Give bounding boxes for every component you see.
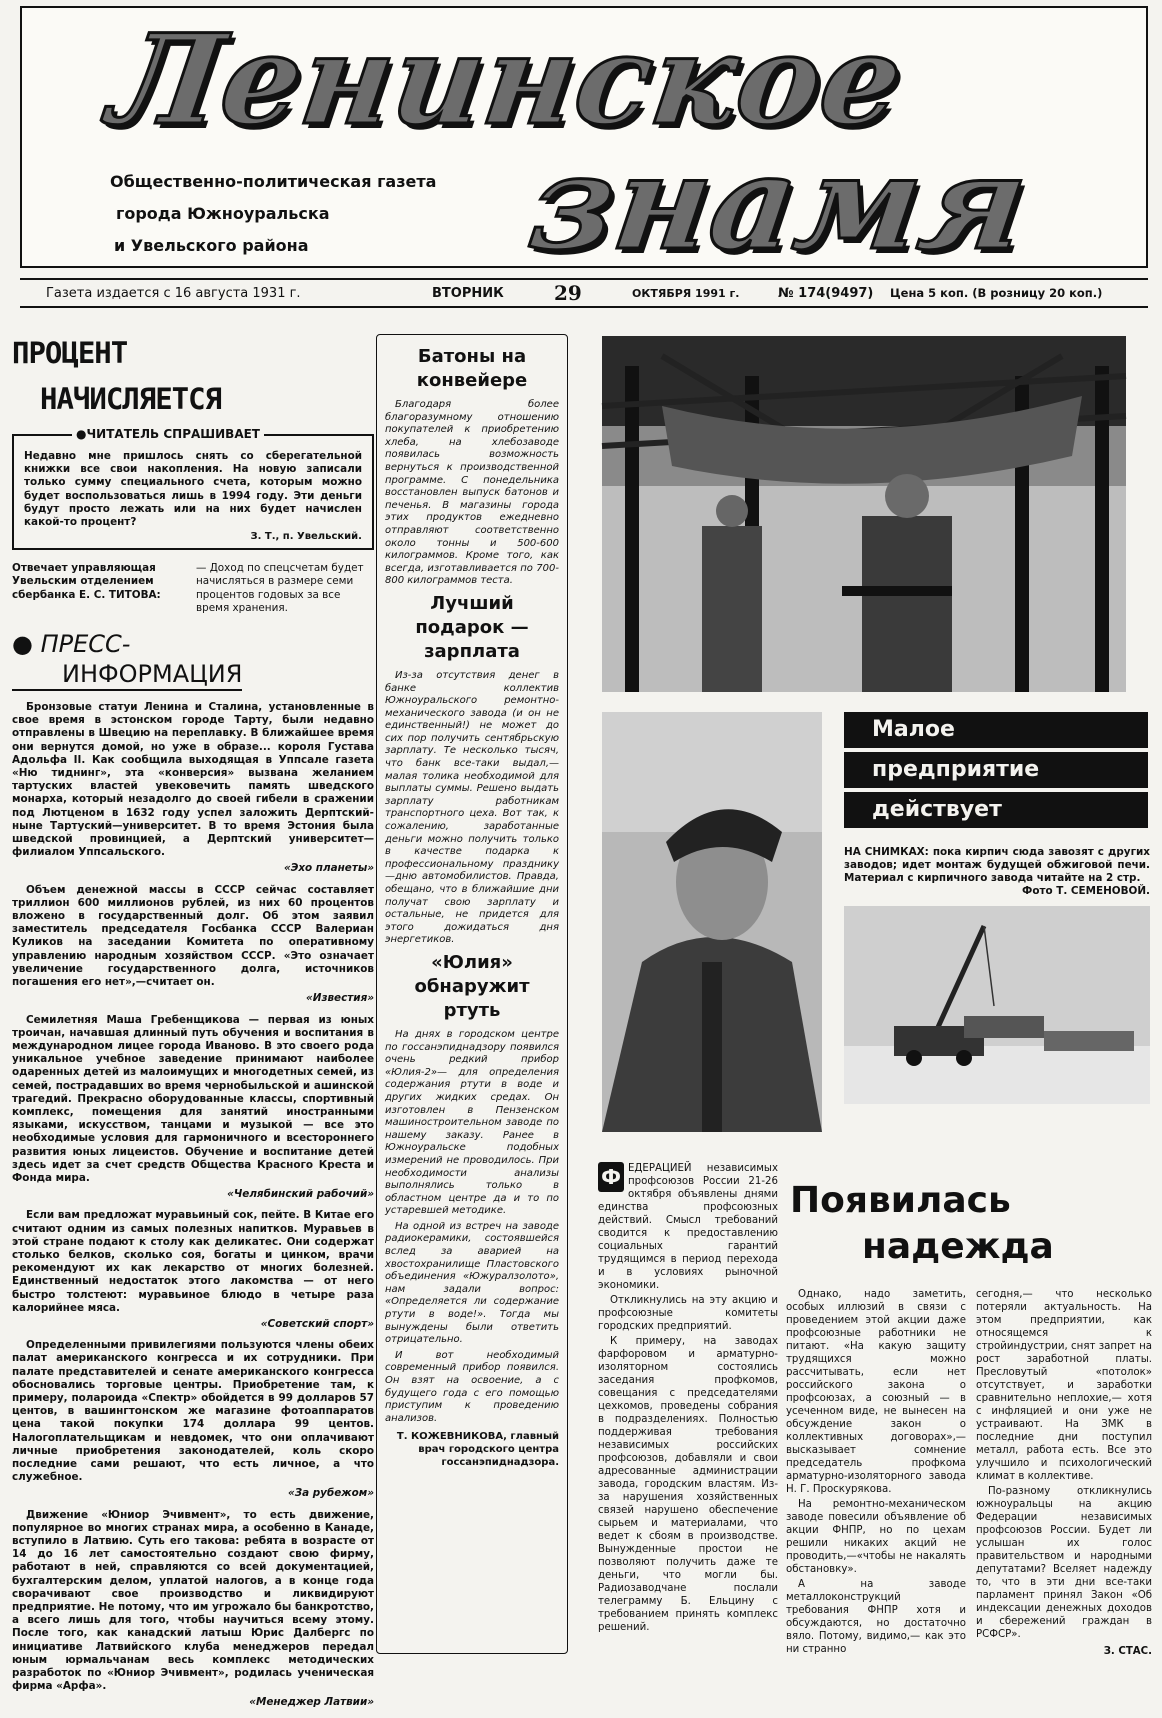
press-item: Семилетняя Маша Гребенщикова — первая из юных троичан, начавшая длинный путь обучения и воспитания в международном лицее города Иваново. В это своего рода уникальное учебное заведение принимают наиболее одаренных детей из малоимущих и многодетных семей, из семей, пострадавших во время чернобыльской и ашинской трагедий. Прекрасно оборудованные классы, спортивный комплекс, помещения для занятий иностранными языками, искусством, танцами и музыкой — все это необходимые условия для гармоничного и всестороннего развития юных лицеистов. Обучение и воспитание детей здесь идет за счет средств Общества Красного Креста и Фонда мира. — [12, 1013, 374, 1184]
article-column — [786, 1288, 966, 1658]
weekday: ВТОРНИК — [432, 285, 504, 301]
banner-line: действует — [844, 792, 1148, 828]
hope-headline — [790, 1178, 1054, 1270]
article-paragraph: Благодаря более благоразумному отношению покупателей к приобретению хлеба, на хлебозаводе появилась возможность вернуться к производственной программе. С понедельника восстановлен выпуск батонов и печенья. В магазины города этих продуктов ежедневно отправляют соответственно около тонны и 500-600 килограммов. Кроме того, как всегда, изготавливается по 700-800 килограммов теста. — [385, 399, 559, 587]
press-item: Движение «Юниор Эчивмент», то есть движение, популярное во многих странах мира, а особенно в Канаде, вступило в Латвию. Суть его такова: ребята в возрасте от 14 до 16 лет самостоятельно создают свою фирму, работают в ней, справляются со всей документацией, бухгалтерским делом, уплатой налогов, а в конце года сворачивают свое производство и ликвидируют предприятие. Не потому, что им угрожало бы банкротство, а всего лишь для того, чтобы научиться всему этому. После того, как канадский латыш Юрис Далбергс по инициативе Латвийского клуба менеджеров передал юным юрмальчанам весь комплекс методических разработок по «Юниор Эчивмент», родилась ученическая фирма «Арфа». — [12, 1508, 374, 1693]
article-text — [385, 1029, 559, 1425]
newspaper-title-line1: Ленинское — [101, 8, 912, 153]
small-business-banner — [844, 712, 1148, 832]
article-paragraph: сегодня,— что несколько потеряли актуальность. На этом предприятии, как относящемся к стройиндустрии, снят запрет на рост заработной платы. Пресловутый «потолок» отсутствует, и заработки сравнительно неплохие,— хотя с инфляцией и они уже не устраивают. На ЗМК в последние дни поступил металл, работа есть. Все это улучшило и психологический климат в коллективе. — [976, 1289, 1152, 1482]
article-column — [976, 1288, 1152, 1658]
article-paragraph: По-разному откликнулись южноуральцы на акцию Федерации независимых профсоюзов России. Будет ли услышан их голос правительством и народными депутатами? Вселяет надежду то, что в эти дни все-таки парламент принял Закон «Об индексации денежных доходов и сбережений граждан в РСФСР». — [976, 1486, 1152, 1640]
banner-line: предприятие — [844, 752, 1148, 788]
banner-line: Малое — [844, 712, 1148, 748]
article-paragraph: А на заводе металлоконструкций требования ФНПР хотя и обсуждаются, но достаточно вяло. Потому, видимо,— как это ни странно — [786, 1579, 966, 1655]
worker-portrait-photo — [602, 712, 822, 1132]
press-source: «Эхо планеты» — [283, 862, 374, 875]
boxed-news-column — [376, 334, 568, 1654]
tagline — [110, 166, 436, 262]
day-number: 29 — [554, 281, 582, 305]
article-column — [598, 1162, 778, 1636]
article-text — [385, 670, 559, 947]
tagline-line: и Увельского района — [114, 236, 309, 255]
crane-construction-photo — [844, 906, 1150, 1104]
procent-headline — [12, 330, 374, 422]
drop-cap: Ф — [598, 1162, 624, 1192]
press-source: «За рубежом» — [287, 1487, 374, 1500]
reader-question-box — [12, 427, 374, 550]
press-source: «Советский спорт» — [260, 1317, 374, 1330]
caption-text: НА СНИМКАХ: пока кирпич сюда завозят с других заводов; идет монтаж будущей обжиговой печи. Материал с кирпичного завода читайте на 2 стр. — [844, 846, 1150, 884]
headline-line: НАЧИСЛЯЕТСЯ — [40, 382, 222, 416]
headline-line: ИНФОРМАЦИЯ — [12, 659, 242, 691]
headline-line: надежда — [862, 1226, 1054, 1267]
press-item: Бронзовые статуи Ленина и Сталина, установленные в свое время в эстонском городе Тарту, были недавно отправлены в Швецию на переплавку. В ближайшее время они вернутся домой, но уже в образе... короля Густава Адольфа II. Как сообщила выходящая в Уппсале газета «Ню тиднинг», эта «конверсия» вызвана желанием тартуских властей увековечить память шведского монарха, который незадолго до своей гибели в сражении под Лютценом в 1632 году успел заложить Дерптский-ныне Тартуский—университет. В то время Эстония была шведской провинцией, а Дерптский университет—филиалом Уппсальского. — [12, 701, 374, 859]
press-source: «Известия» — [306, 992, 374, 1005]
article-title: Лучший подарок — зарплата — [415, 592, 529, 662]
article-title: Батоны на конвейере — [416, 346, 528, 391]
press-info-headline — [12, 629, 374, 691]
masthead — [20, 6, 1148, 279]
issue-info-bar — [20, 278, 1148, 308]
article-paragraph: На днях в городском центре по госсанэпиднадзору появился очень редкий прибор «Юлия-2»— для определения содержания ртути в воде и других жидких средах. Он изготовлен в Пензенском машиностроительном заводе по нашему заказу. Ранее в Южноуральске подобных измерений не проводилось. При необходимости анализы выполнялись только в областном центре да и то по устаревшей методике. — [385, 1028, 559, 1217]
month-year: ОКТЯБРЯ 1991 г. — [632, 286, 740, 300]
article-paragraph: На одной из встреч на заводе радиокерамики, состоявшейся вслед за аварией на хвостохранилище Пластовского объединения «Южуралзолото», нам задали вопрос: «Определяется ли содержание ртути в воде!». Тогда мы вынуждены были ответить отрицательно. — [385, 1220, 559, 1346]
press-source: «Менеджер Латвии» — [249, 1696, 374, 1709]
article-signature: З. СТАС. — [1103, 1646, 1152, 1657]
answer-author: Отвечает управляющая Увельским отделением сбербанка Е. С. ТИТОВА: — [12, 562, 161, 601]
reader-asks-tag: ●ЧИТАТЕЛЬ СПРАШИВАЕТ — [72, 427, 264, 441]
article-paragraph: На ремонтно-механическом заводе повесили объявление об акции ФНПР, но по цехам решили никаких акций не проводить,—«чтобы не накалять обстановку». — [786, 1499, 966, 1575]
published-since: Газета издается с 16 августа 1931 г. — [46, 285, 301, 301]
article-paragraph: Откликнулись на эту акцию и профсоюзные комитеты городских предприятий. — [598, 1295, 778, 1332]
press-source: «Челябинский рабочий» — [227, 1188, 374, 1201]
photo-credit: Фото Т. СЕМЕНОВОЙ. — [1022, 885, 1150, 897]
tagline-line: Общественно-политическая газета — [110, 172, 437, 191]
issue-number: № 174(9497) — [778, 285, 874, 301]
answer-block — [12, 562, 374, 615]
article-text — [385, 399, 559, 588]
article-paragraph: ЕДЕРАЦИЕЙ независимых профсоюзов России 21-26 октября объявлены днями единства профсоюзных действий. Смысл требований сводится к предоставлению социальных гарантий трудящимся в период перехода и в условиях рыночной экономики. — [598, 1163, 778, 1291]
headline-line: ПРОЦЕНТ — [12, 336, 128, 370]
reader-question: Недавно мне пришлось снять со сберегательной книжки все свои накопления. На новую записали только сумму специального счета, которым можно будет воспользоваться лишь в 1994 году. Эти деньги будут просто лежать или на них будет начислен какой-то процент? — [24, 450, 362, 529]
article-title: «Юлия» обнаружит ртуть — [414, 951, 530, 1021]
reader-asks-label: ЧИТАТЕЛЬ СПРАШИВАЕТ — [86, 427, 260, 441]
press-item: Определенными привилегиями пользуются члены обеих палат американского конгресса и их сотрудники. При палате представителей и сенате американского конгресса обосновались торговые центры. Приобретение там, к примеру, полароида «Спектр» обойдется в 99 долларов 57 центов, в вашингтонском же магазине фотоаппаратов цена такой покупки 174 доллара 99 центов. Налогоплательщикам и невдомек, что они оплачивают личные приобретения законодателей, коль скоро последние сами решают, что есть личное, а что служебное. — [12, 1339, 374, 1484]
press-items — [12, 701, 374, 1710]
headline-line: Появилась — [790, 1180, 1011, 1221]
press-item: Если вам предложат муравьиный сок, пейте. В Китае его считают одним из самых полезных напитков. Муравьев в этой стране подают к столу как деликатес. Они содержат столько белков, сколько соя, богаты и цинком, врачи рекомендуют их как лекарство от многих болезней. Единственный недостаток этого лакомства — от него быстро толстеют: муравьиное блюдо в четыре раза калорийнее мяса. — [12, 1209, 374, 1314]
bullet-icon: ● — [12, 630, 41, 659]
article-paragraph: К примеру, на заводах фарфоровом и арматурно-изоляторном состоялись заседания профкомов, совещания с председателями цехкомов, проведены собрания в подразделениях. Полностью поддерживая требования независимых российских профсоюзов, добавляли и свои адресованные администрации завода, городским властям. Из-за нарушения хозяйственных связей нарушено обеспечение сырьем и материалами, что ведет к сбоям в производстве. Вынужденные простои не позволяют получить даже те деньги, что могли бы. Радиозаводчане послали телеграмму Б. Ельцину с требованием принять комплекс решений. — [598, 1336, 778, 1633]
article-paragraph: Однако, надо заметить, особых иллюзий в связи с проведением этой акции даже профсоюзные работники не питают. «На какую защиту трудящихся можно рассчитывать, если нет российского закона о профсоюзах, а союзный — в усеченном виде, не вынесен на обсуждение закон о коллективных договорах»,— высказывает сомнение председатель профкома арматурно-изоляторного завода Н. Г. Проскурякова. — [786, 1289, 966, 1495]
left-column — [12, 330, 374, 1718]
tagline-line: города Южноуральска — [116, 204, 330, 223]
article-signature: Т. КОЖЕВНИКОВА, главный врач городского центра госсанэпиднадзора. — [396, 1431, 559, 1468]
answer-text: — Доход по спецсчетам будет начисляться в размере семи процентов годовых за все время хранения. — [196, 562, 364, 614]
article-paragraph: Из-за отсутствия денег в банке коллектив Южноуральского ремонтно-механического завода (и он не единственный!) не может до сих пор получить сентябрьскую зарплату. Те несколько тысяч, что банк все-таки выдал,—малая толика необходимой для выплаты суммы. Решено выдать зарплату работникам транспортного цеха. Вот так, к сожалению, заработанные деньги можно получить только в качестве подарка к профессиональному празднику—дню автомобилистов. Правда, обещано, что в ближайшие дни получат свою зарплату и остальные, не придется для этого дожидаться дня энергетиков. — [385, 669, 559, 946]
reader-signature: З. Т., п. Увельский. — [250, 531, 362, 543]
headline-line: ПРЕСС- — [40, 630, 131, 659]
press-item: Объем денежной массы в СССР сейчас составляет триллион 600 миллионов рублей, из них 60 процентов вложено в государственный долг. Об этом заявил заместитель председателя Госбанка СССР Валериан Куликов на заседании Комитета по оперативному управлению народным хозяйством СССР. «Это означает увеличение государственного долга, источников погашения его нет»,—считает он. — [12, 883, 374, 989]
factory-workers-photo — [602, 336, 1126, 692]
price: Цена 5 коп. (В розницу 20 коп.) — [890, 286, 1103, 300]
photo-caption — [844, 846, 1150, 898]
newspaper-title-line2: знамя — [521, 126, 1037, 279]
article-paragraph: И вот необходимый современный прибор появился. Он взят на освоение, а с будущего года с его помощью приступим к проведению анализов. — [385, 1349, 559, 1424]
